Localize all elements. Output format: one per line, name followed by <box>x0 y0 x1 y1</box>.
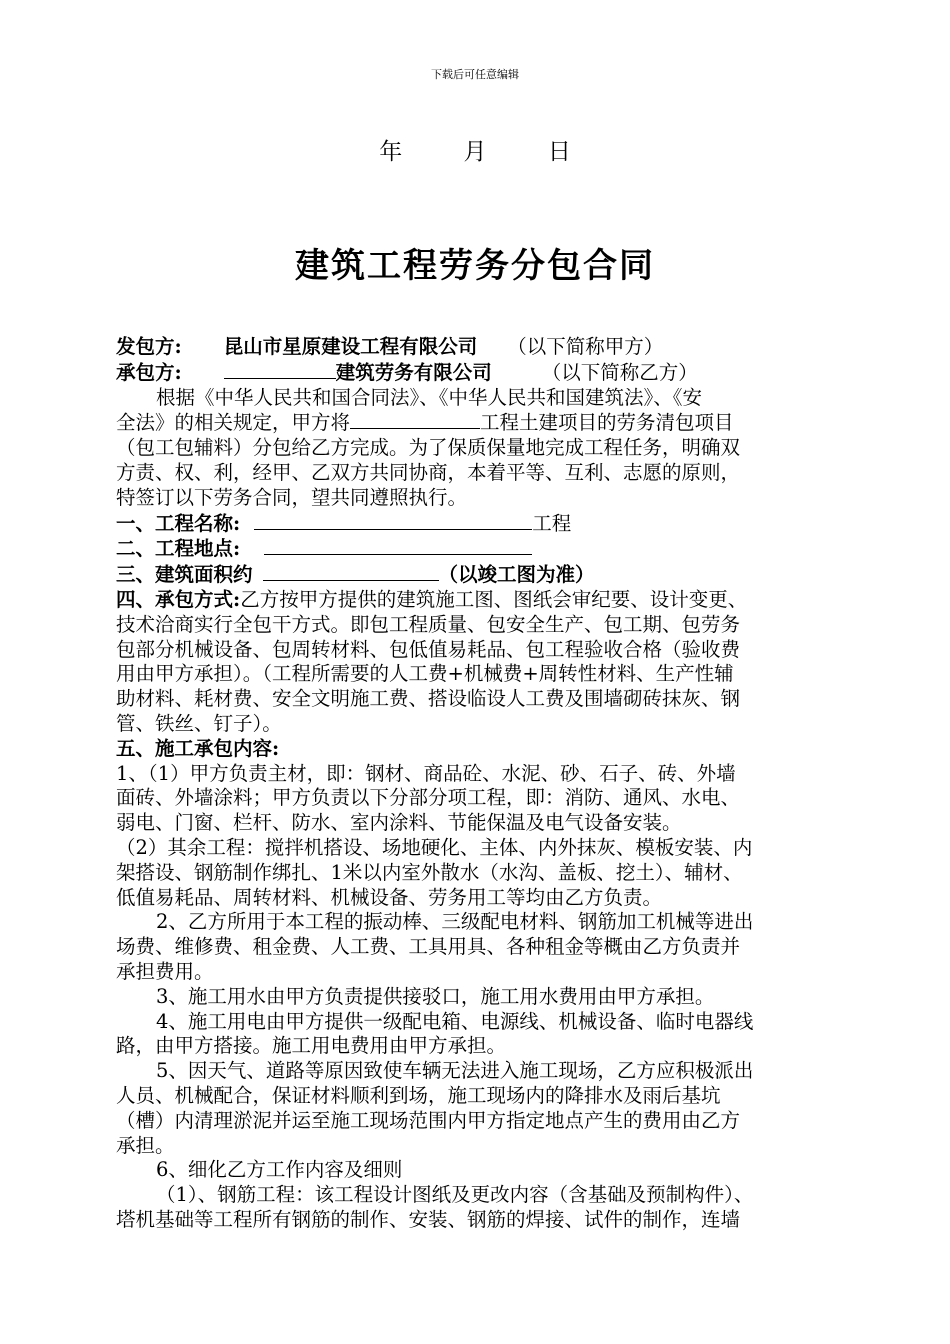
item-4-line: 管、铁丝、钉子）。 <box>116 711 282 735</box>
date-year: 年 <box>379 139 403 165</box>
item-5-line: 面砖、外墙涂料；甲方负责以下分部分项工程，即：消防、通风、水电、 <box>116 786 741 810</box>
header-note: 下载后可任意编辑 <box>431 68 519 81</box>
item-4-label: 四、承包方式: <box>116 587 241 611</box>
item-1-blank <box>254 511 532 530</box>
item-5-line: （槽）内清理淤泥并运至施工现场范围内甲方指定地点产生的费用由乙方 <box>116 1108 741 1132</box>
date-day: 日 <box>547 139 571 165</box>
party-a-label: 发包方: <box>116 335 182 358</box>
item-5-label: 五、施工承包内容: <box>116 736 280 760</box>
item-5-line: 3、施工用水由甲方负责提供接驳口，施工用水费用由甲方承担。 <box>156 984 715 1008</box>
party-b-label: 承包方: <box>116 360 182 384</box>
item-5-line: 5、因天气、道路等原因致使车辆无法进入施工现场，乙方应积极派出 <box>156 1059 754 1083</box>
item-5-line: 低值易耗品、周转材料、机械设备、劳务用工等均由乙方负责。 <box>116 885 663 909</box>
intro-line: （包工包辅料）分包给乙方完成。为了保质保量地完成工程任务，明确双 <box>116 436 741 460</box>
item-1-label: 一、工程名称: <box>116 511 241 535</box>
intro-line: 特签订以下劳务合同，望共同遵照执行。 <box>116 485 468 509</box>
project-blank <box>350 410 480 429</box>
intro-text: 工程土建项目的劳务清包项目 <box>480 411 734 435</box>
item-5-line: 承担费用。 <box>116 959 214 983</box>
party-b-name: 建筑劳务有限公司 <box>335 360 492 384</box>
item-3 <box>116 562 856 588</box>
item-5-line: （2）其余工程：搅拌机搭设、场地硬化、主体、内外抹灰、模板安装、内 <box>116 835 753 859</box>
party-a-name: 昆山市星原建设工程有限公司 <box>223 335 478 358</box>
item-5-line: 2、乙方所用于本工程的振动棒、三级配电材料、钢筋加工机械等进出 <box>156 910 754 934</box>
intro-line <box>116 410 856 436</box>
item-4-line: 包部分机械设备、包周转材料、包低值易耗品、包工程验收合格（验收费 <box>116 637 741 661</box>
item-2-label: 二、工程地点: <box>116 537 241 561</box>
item-5-line: 弱电、门窗、栏杆、防水、室内涂料、节能保温及电气设备安装。 <box>116 811 682 835</box>
item-3-suffix: （以竣工图为准） <box>438 563 595 587</box>
contract-title: 建筑工程劳务分包合同 <box>295 246 655 286</box>
item-2-blank <box>264 536 532 555</box>
intro-line: 方责、权、利，经甲、乙双方共同协商，本着平等、互利、志愿的原则， <box>116 460 741 484</box>
item-5-line: 1、（1）甲方负责主材，即：钢材、商品砼、水泥、砂、石子、砖、外墙 <box>116 761 736 785</box>
party-b-blank <box>224 360 336 379</box>
item-1-suffix: 工程 <box>532 511 572 535</box>
item-4-line <box>116 588 856 613</box>
item-3-label: 三、建筑面积约 <box>116 563 253 587</box>
item-1 <box>116 511 856 537</box>
intro-line: 根据《中华人民共和国合同法》、《中华人民共和国建筑法》、《安 <box>156 385 703 409</box>
item-4-line: 用由甲方承担）。（工程所需要的人工费+机械费+周转性材料、生产性辅 <box>116 662 734 686</box>
party-b-line <box>116 360 856 386</box>
item-5-line: 架搭设、钢筋制作绑扎、1米以内室外散水（水沟、盖板、挖土）、辅材、 <box>116 860 743 884</box>
item-5-line: 场费、维修费、租金费、人工费、工具用具、各种租金等概由乙方负责并 <box>116 935 741 959</box>
intro-text: 全法》的相关规定，甲方将 <box>116 411 351 435</box>
item-5-line: （1）、钢筋工程：该工程设计图纸及更改内容（含基础及预制构件）、 <box>156 1183 754 1207</box>
party-b-note: （以下简称乙方） <box>541 360 698 384</box>
item-5-line: 6、细化乙方工作内容及细则 <box>156 1158 403 1182</box>
party-a-line <box>116 335 856 360</box>
item-4-text: 乙方按甲方提供的建筑施工图、图纸会审纪要、设计变更、 <box>240 587 748 611</box>
party-a-note: （以下简称甲方） <box>507 335 664 358</box>
item-5-line: 路，由甲方搭接。施工用电费用由甲方承担。 <box>116 1034 507 1058</box>
item-3-blank <box>263 562 439 581</box>
item-5-line: 承担。 <box>116 1133 175 1157</box>
item-5-line: 人员、机械配合，保证材料顺利到场，施工现场内的降排水及雨后基坑 <box>116 1083 721 1107</box>
contract-body <box>116 335 856 1233</box>
date-month: 月 <box>463 139 487 165</box>
item-5-line: 4、施工用电由甲方提供一级配电箱、电源线、机械设备、临时电器线 <box>156 1009 754 1033</box>
item-2 <box>116 536 856 562</box>
item-4-line: 技术洽商实行全包干方式。即包工程质量、包安全生产、包工期、包劳务 <box>116 612 741 636</box>
date-line <box>0 133 950 166</box>
item-5-line: 塔机基础等工程所有钢筋的制作、安装、钢筋的焊接、试件的制作，连墙 <box>116 1207 741 1231</box>
item-4-line: 助材料、耗材费、安全文明施工费、搭设临设人工费及围墙砌砖抹灰、钢 <box>116 687 741 711</box>
